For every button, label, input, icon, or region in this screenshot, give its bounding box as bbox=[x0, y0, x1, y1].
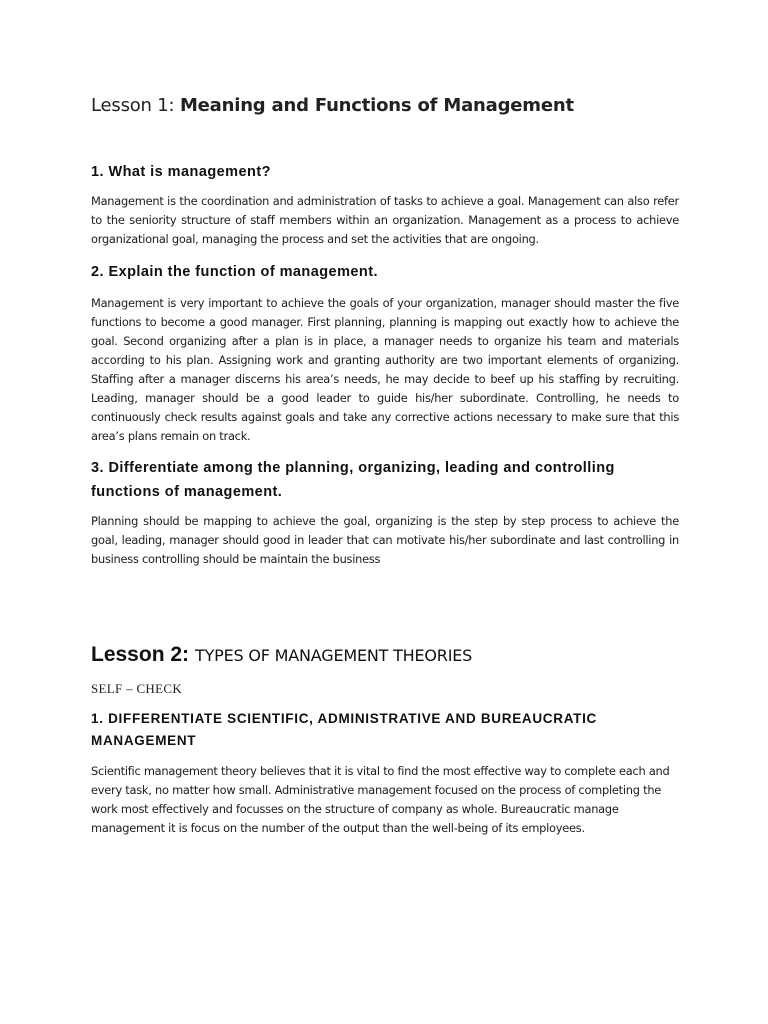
lesson-1-title-text: Meaning and Functions of Management bbox=[179, 95, 574, 116]
question-3-answer: Planning should be mapping to achieve the goal, organizing is the step by step process to achieve the goal, leading, manager should good in leader that can motivate his/her subordinate and last controlling in business controlling should be maintain the business bbox=[91, 514, 679, 566]
question-3-heading: 3. Differentiate among the planning, organizing, leading and controlling functions of management. bbox=[91, 460, 615, 500]
self-check-label: SELF – CHECK bbox=[91, 681, 183, 696]
lesson-2-title bbox=[91, 640, 679, 671]
lesson-1-title bbox=[91, 94, 679, 118]
question-1-answer: Management is the coordination and administration of tasks to achieve a goal. Management can also refer to the seniority structure of staff members within an organization. Management as a process to achieve organizational goal, managing the process and set the activities that are ongoing. bbox=[91, 194, 679, 246]
question-2-answer: Management is very important to achieve the goals of your organization, manager should master the five functions to become a good manager. First planning, planning is mapping out exactly how to achieve the goal. Second organizing after a plan is in place, a manager needs to organize his team and materials according to his plan. Assigning work and granting authority are two important elements of organizing. Staffing after a manager discerns his area’s needs, he may decide to beef up his staffing by recruiting. Leading, manager should be a good leader to guide his/her subordinate. Controlling, he needs to continuously check results against goals and take any corrective actions necessary to make sure that this area’s plans remain on track. bbox=[91, 296, 679, 443]
lesson-1-prefix: Lesson 1: bbox=[91, 95, 180, 116]
lesson-2-question-1-answer: Scientific management theory believes that it is vital to find the most effective way to complete each and every task, no matter how small. Administrative management focused on the process of completing the work most effectively and focusses on the structure of company as whole. Bureaucratic manage management it is focus on the number of the output than the well-being of its employees. bbox=[91, 764, 670, 835]
question-1-heading: 1. What is management? bbox=[91, 164, 271, 180]
lesson-2-title-text: TYPES OF MANAGEMENT THEORIES bbox=[195, 646, 473, 665]
lesson-2-question-1-heading: 1. DIFFERENTIATE SCIENTIFIC, ADMINISTRATIVE AND BUREAUCRATIC MANAGEMENT bbox=[91, 711, 597, 748]
lesson-2-prefix: Lesson 2: bbox=[91, 643, 190, 666]
question-2-heading: 2. Explain the function of management. bbox=[91, 264, 378, 280]
